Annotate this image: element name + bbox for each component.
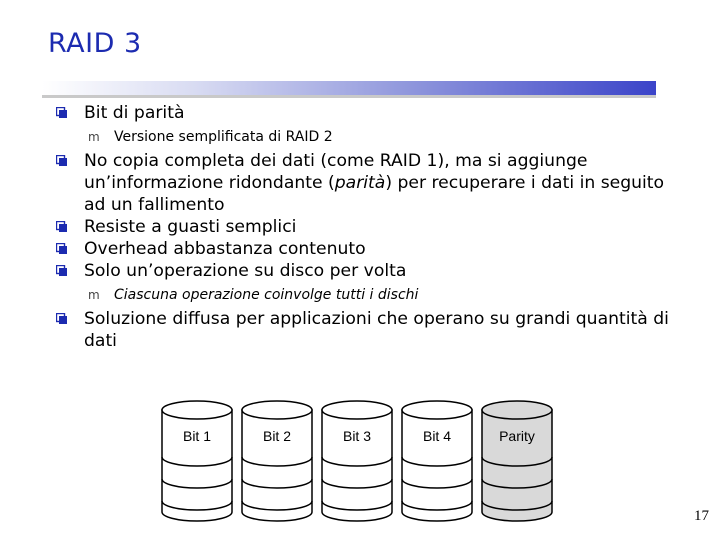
disk-cylinder	[242, 401, 312, 521]
disk-top	[162, 401, 232, 419]
bullet-text-part: ) per recuperare i dati in seguito ad un fallimento	[84, 173, 665, 215]
bullet-text: Solo un’operazione su disco per volta	[84, 261, 407, 281]
bullet-text-part: No copia completa dei dati (come RAID 1), ma si aggiunge un’informazione ridondante (	[84, 151, 588, 193]
disk-top	[322, 401, 392, 419]
bullet-item	[56, 102, 676, 124]
checkbox-bullet-icon	[56, 107, 67, 118]
sub-bullet-text: Ciascuna operazione coinvolge tutti i dischi	[114, 287, 419, 303]
checkbox-bullet-icon	[56, 221, 67, 232]
disk-top	[402, 401, 472, 419]
bullet-list	[56, 102, 676, 352]
checkbox-bullet-icon	[56, 243, 67, 254]
bullet-text: Overhead abbastanza contenuto	[84, 239, 366, 259]
disk-cylinder	[322, 401, 392, 521]
checkbox-bullet-icon	[56, 265, 67, 276]
disk-label: Bit 2	[262, 428, 292, 444]
sub-bullet-item	[56, 127, 676, 147]
disk-label: Parity	[499, 428, 535, 444]
slide-title: RAID 3	[48, 28, 142, 59]
page-number: 17	[694, 508, 709, 524]
disk-array-diagram	[160, 400, 560, 524]
bullet-item	[56, 150, 676, 216]
disk-top	[482, 401, 552, 419]
disk-label: Bit 1	[182, 428, 212, 444]
bullet-item	[56, 238, 676, 260]
sub-bullet-text: Versione semplificata di RAID 2	[114, 129, 333, 145]
bullet-text: Soluzione diffusa per applicazioni che operano su grandi quantità di dati	[84, 309, 669, 351]
m-bullet-icon: m	[88, 130, 100, 144]
disk-array-svg	[160, 400, 560, 520]
checkbox-bullet-icon	[56, 313, 67, 324]
disk-label: Bit 3	[342, 428, 372, 444]
title-underline-shadow	[42, 95, 656, 98]
disk-cylinder	[482, 401, 552, 521]
bullet-text: Bit di parità	[84, 103, 185, 123]
disk-cylinder	[162, 401, 232, 521]
disk-cylinder	[402, 401, 472, 521]
bullet-item	[56, 260, 676, 282]
bullet-item	[56, 216, 676, 238]
m-bullet-icon: m	[88, 288, 100, 302]
bullet-item	[56, 308, 676, 352]
sub-bullet-item	[56, 285, 676, 305]
disk-label: Bit 4	[422, 428, 452, 444]
checkbox-bullet-icon	[56, 155, 67, 166]
bullet-emphasis: parità	[334, 173, 386, 193]
disk-top	[242, 401, 312, 419]
bullet-text: Resiste a guasti semplici	[84, 217, 297, 237]
